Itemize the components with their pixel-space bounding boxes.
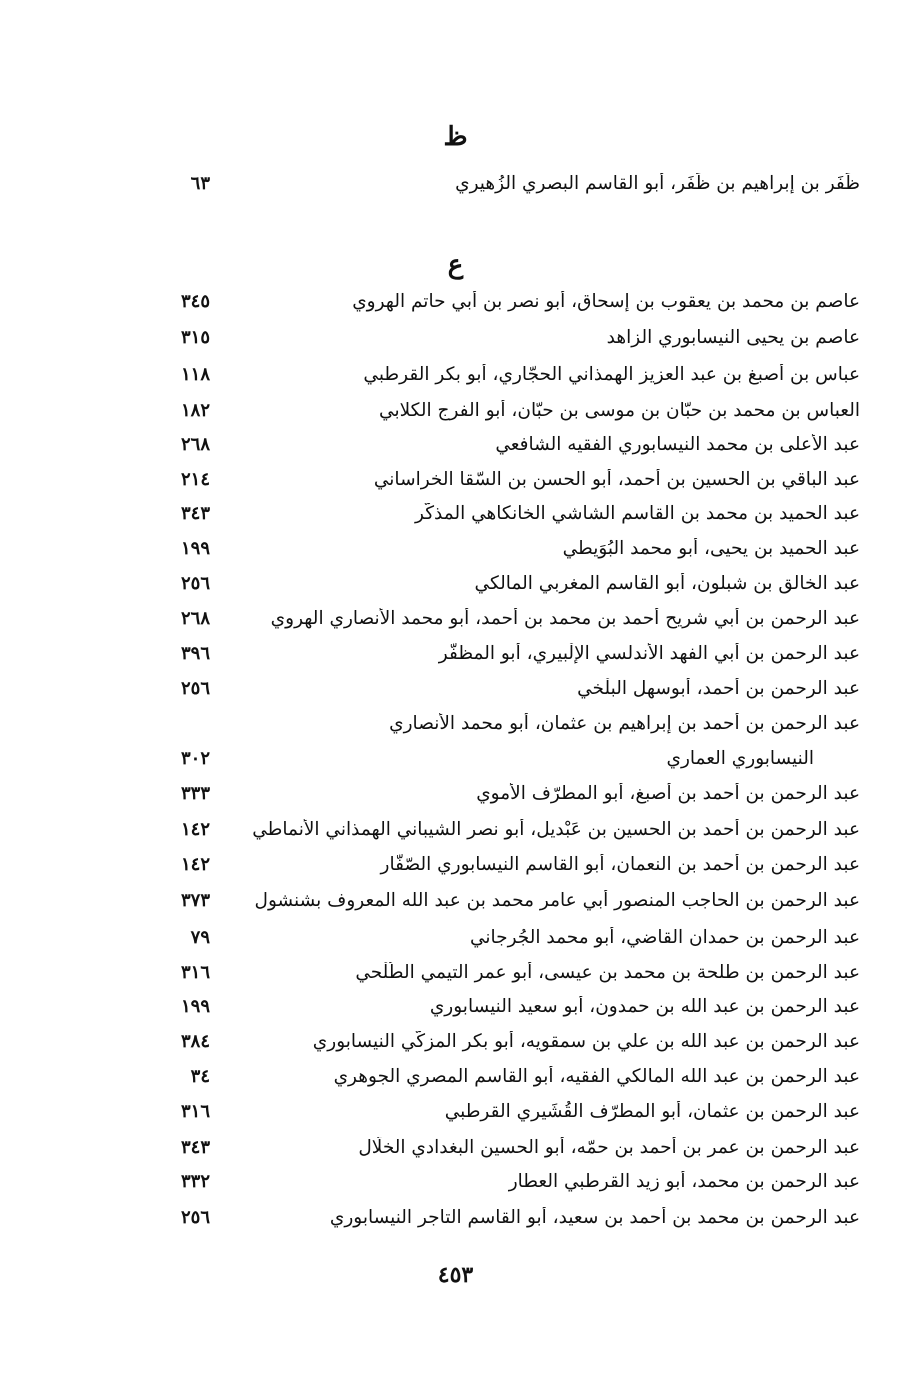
index-entry: [150, 812, 860, 846]
section-letter-ain: ع: [447, 250, 464, 280]
entry-page: ٢٥٦: [180, 572, 210, 594]
index-entry: [150, 955, 860, 989]
entry-page: ٣٤٣: [180, 1136, 210, 1158]
entry-name: عبد الرحمن بن أحمد بن إبراهيم بن عثمان، أبو محمد الأنصاري: [389, 712, 860, 734]
index-entry: [150, 883, 860, 917]
index-entry: [150, 1094, 860, 1128]
index-entry: [150, 1130, 860, 1164]
entry-page: ٢١٤: [180, 468, 210, 490]
entry-page: ١٤٢: [180, 818, 210, 840]
index-entry: [150, 671, 860, 705]
entry-name: عبد الرحمن بن محمد بن أحمد بن سعيد، أبو القاسم التاجر النيسابوري: [329, 1206, 860, 1228]
entry-page: ٣١٦: [180, 1100, 210, 1122]
entry-name: عبد الرحمن بن أبي شريح أحمد بن محمد بن أحمد، أبو محمد الأنصاري الهروي: [270, 607, 860, 629]
index-entry: [150, 847, 860, 881]
entry-page: ٣٣٢: [180, 1170, 210, 1192]
index-entry: [150, 1164, 860, 1198]
entry-name: عبد الرحمن بن أحمد، أبوسهل البلْخي: [577, 677, 860, 699]
entry-page: ٣٠٢: [180, 747, 210, 769]
entry-page: ٢٥٦: [180, 1206, 210, 1228]
entry-page: ٣٩٦: [180, 642, 210, 664]
index-entry: [150, 496, 860, 530]
index-entry: [150, 284, 860, 318]
entry-page: ١٩٩: [180, 995, 210, 1017]
entry-name: عبد الرحمن بن طلحة بن محمد بن عيسى، أبو عمر التيمي الطُلْحي: [355, 961, 860, 983]
entry-name: عبد الأعلى بن محمد النيسابوري الفقيه الشافعي: [495, 433, 860, 455]
entry-name: عبد الرحمن بن أحمد بن النعمان، أبو القاسم النيسابوري الصّفّار: [380, 853, 860, 875]
index-entry: [150, 776, 860, 810]
entry-name: عبد الخالق بن شبلون، أبو القاسم المغربي المالكي: [474, 572, 860, 594]
section-letter-za: ظ: [443, 122, 468, 152]
index-entry: [150, 320, 860, 354]
index-entry: [150, 393, 860, 427]
index-entry: [150, 357, 860, 391]
entry-page: ٢٦٨: [180, 607, 210, 629]
entry-name: عبد الحميد بن يحيى، أبو محمد البُوَيطي: [562, 537, 860, 559]
entry-name: عبد الحميد بن محمد بن القاسم الشاشي الخانكاهي المذكّر: [415, 502, 860, 524]
entry-page: ٣١٥: [180, 326, 210, 348]
index-entry: [150, 601, 860, 635]
entry-name: عبد الرحمن بن محمد، أبو زيد القرطبي العطار: [508, 1170, 860, 1192]
entry-name: عبد الرحمن بن أبي الفهد الأندلسي الإلْبيري، أبو المظفّر: [438, 642, 860, 664]
entry-page: ٣١٦: [180, 961, 210, 983]
index-entry: [150, 1059, 860, 1093]
entry-name: عبد الباقي بن الحسين بن أحمد، أبو الحسن بن السّقا الخراساني: [373, 468, 860, 490]
entry-name: عبد الرحمن بن أحمد بن أصبغ، أبو المطرّف الأموي: [476, 782, 860, 804]
entry-name: عبد الرحمن بن حمدان القاضي، أبو محمد الجُرجاني: [469, 926, 860, 948]
entry-name: عبد الرحمن بن الحاجب المنصور أبي عامر محمد بن عبد الله المعروف بشنشول: [254, 889, 860, 911]
entry-name: عباس بن أصبغ بن عبد العزيز الهمذاني الحجّاري، أبو بكر القرطبي: [363, 363, 860, 385]
entry-name: عبد الرحمن بن أحمد بن الحسين بن عَبْديل، أبو نصر الشيباني الهمذاني الأنماطي: [252, 818, 860, 840]
index-entry: [150, 166, 860, 200]
index-entry: [150, 706, 860, 740]
index-entry: [150, 636, 860, 670]
index-entry: [150, 1024, 860, 1058]
index-entry-continuation: [150, 741, 860, 775]
entry-name: العباس بن محمد بن حبّان بن موسى بن حبّان، أبو الفرج الكلابي: [379, 399, 860, 421]
entry-page: ٢٥٦: [180, 677, 210, 699]
entry-name: عبد الرحمن بن عبد الله بن علي بن سمقويه، أبو بكر المزكّي النيسابوري: [312, 1030, 860, 1052]
index-entry: [150, 920, 860, 954]
entry-page: ١٩٩: [180, 537, 210, 559]
index-entry: [150, 989, 860, 1023]
entry-page: ٣٤٣: [180, 502, 210, 524]
entry-page: ١٤٢: [180, 853, 210, 875]
entry-page: ٢٦٨: [180, 433, 210, 455]
entry-page: ١٨٢: [180, 399, 210, 421]
entry-page: ٦٣: [190, 172, 210, 194]
entry-name: النيسابوري العماري: [666, 747, 814, 769]
entry-name: ظَفَر بن إبراهيم بن ظَفَر، أبو القاسم البصري الزُهيري: [455, 172, 860, 194]
index-entry: [150, 531, 860, 565]
entry-page: ٣٧٣: [180, 889, 210, 911]
entry-page: ٣٣٣: [180, 782, 210, 804]
entry-name: عبد الرحمن بن عبد الله بن حمدون، أبو سعيد النيسابوري: [429, 995, 860, 1017]
entry-page: ٣٨٤: [180, 1030, 210, 1052]
entry-name: عاصم بن محمد بن يعقوب بن إسحاق، أبو نصر بن أبي حاتم الهروي: [352, 290, 860, 312]
entry-name: عبد الرحمن بن عبد الله المالكي الفقيه، أبو القاسم المصري الجوهري: [333, 1065, 860, 1087]
index-entry: [150, 566, 860, 600]
index-entry: [150, 1200, 860, 1234]
entry-page: ٧٩: [190, 926, 210, 948]
entry-page: ٣٤: [190, 1065, 210, 1087]
entry-page: ٣٤٥: [180, 290, 210, 312]
entry-name: عبد الرحمن بن عمر بن أحمد بن حمّه، أبو الحسين البغدادي الخلّال: [358, 1136, 860, 1158]
page-number: ٤٥٣: [437, 1262, 474, 1288]
index-entry: [150, 427, 860, 461]
entry-name: عاصم بن يحيى النيسابوري الزاهد: [606, 326, 860, 348]
entry-name: عبد الرحمن بن عثمان، أبو المطرّف القُشَيري القرطبي: [444, 1100, 860, 1122]
index-entry: [150, 462, 860, 496]
entry-page: ١١٨: [180, 363, 210, 385]
